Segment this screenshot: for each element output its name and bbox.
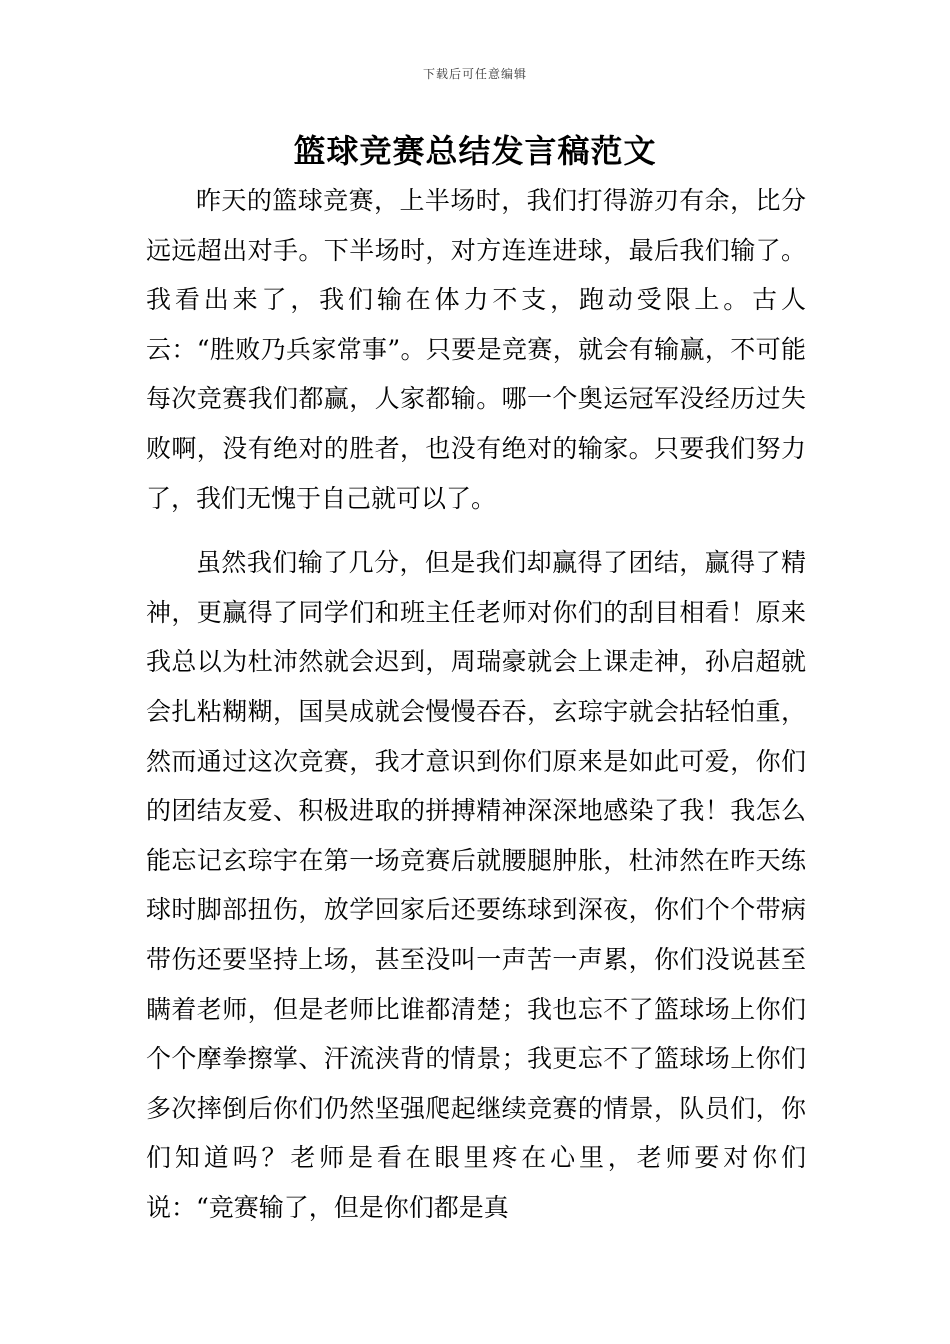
paragraph-2: 虽然我们输了几分，但是我们却赢得了团结，赢得了精神，更赢得了同学们和班主任老师对你们的刮目相看！原来我总以为杜沛然就会迟到，周瑞豪就会上课走神，孙启超就会扎粘糊糊，国昊成就会慢慢吞吞，玄琮宇就会拈轻怕重，然而通过这次竞赛，我才意识到你们原来是如此可爱，你们的团结友爱、积极进取的拼搏精神深深地感染了我！我怎么能忘记玄琮宇在第一场竞赛后就腰腿肿胀，杜沛然在昨天练球时脚部扭伤，放学回家后还要练球到深夜，你们个个带病带伤还要坚持上场，甚至没叫一声苦一声累，你们没说甚至瞒着老师，但是老师比谁都清楚；我也忘不了篮球场上你们个个摩拳擦掌、汗流浃背的情景；我更忘不了篮球场上你们多次摔倒后你们仍然坚强爬起继续竞赛的情景，队员们，你们知道吗？老师是看在眼里疼在心里，老师要对你们说：“竞赛输了，但是你们都是真 [146, 548, 806, 1222]
paragraph-1: 昨天的篮球竞赛，上半场时，我们打得游刃有余，比分远远超出对手。下半场时，对方连连进球，最后我们输了。我看出来了，我们输在体力不支，跑动受限上。古人云：“胜败乃兵家常事”。只要是竞赛，就会有输赢，不可能每次竞赛我们都赢，人家都输。哪一个奥运冠军没经历过失败啊，没有绝对的胜者，也没有绝对的输家。只要我们努力了，我们无愧于自己就可以了。 [146, 186, 806, 513]
header-note: 下载后可任意编辑 [422, 67, 527, 81]
document-body [146, 176, 806, 1232]
document-title: 篮球竞赛总结发言稿范文 [293, 132, 657, 170]
